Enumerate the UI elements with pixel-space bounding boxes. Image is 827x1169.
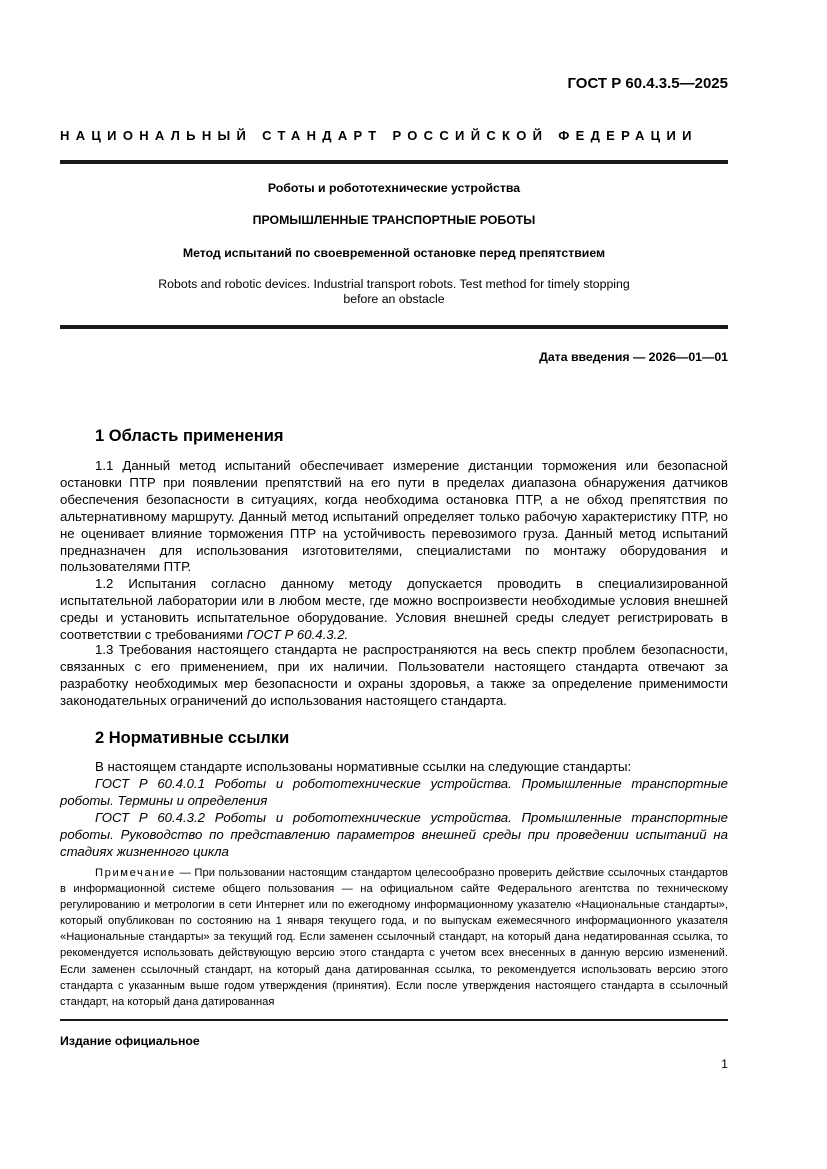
section-2-heading: 2 Нормативные ссылки bbox=[95, 729, 290, 747]
paragraph-1-3 bbox=[60, 642, 728, 710]
reference-1-text: ГОСТ Р 60.4.0.1 Роботы и робототехнические устройства. Промышленные транспортные роботы. Термины и определения bbox=[60, 776, 728, 808]
title-line-2: ПРОМЫШЛЕННЫЕ ТРАНСПОРТНЫЕ РОБОТЫ bbox=[252, 213, 536, 227]
english-title-line-1: Robots and robotic devices. Industrial transport robots. Test method for timely stopping bbox=[158, 277, 630, 291]
section-2-intro-text: В настоящем стандарте использованы нормативные ссылки на следующие стандарты: bbox=[95, 759, 632, 774]
national-standard-banner: НАЦИОНАЛЬНЫЙ СТАНДАРТ РОССИЙСКОЙ ФЕДЕРАЦИИ bbox=[60, 128, 698, 143]
paragraph-1-2-text: 1.2 Испытания согласно данному методу допускается проводить в специализированной испытательной лаборатории или в любом месте, где можно воспроизвести необходимые условия внешней среды и установить испытательное оборудование. Условия внешней среды следует регистрировать в соответствии с требованиями bbox=[60, 576, 728, 642]
title-divider bbox=[60, 325, 728, 329]
paragraph-1-1 bbox=[60, 458, 728, 576]
top-divider bbox=[60, 160, 728, 164]
paragraph-1-2 bbox=[60, 576, 728, 644]
english-title-line-2: before an obstacle bbox=[343, 292, 445, 306]
document-number: ГОСТ Р 60.4.3.5—2025 bbox=[567, 75, 728, 92]
note-paragraph bbox=[60, 865, 728, 1010]
footer-divider bbox=[60, 1019, 728, 1021]
introduction-date: Дата введения — 2026—01—01 bbox=[539, 350, 728, 364]
note-label: Примечание bbox=[95, 867, 176, 879]
title-line-3: Метод испытаний по своевременной остановке перед препятствием bbox=[182, 246, 606, 260]
official-edition-label: Издание официальное bbox=[60, 1034, 200, 1048]
reference-gost-60-4-3-2 bbox=[60, 810, 728, 861]
section-2-intro bbox=[60, 759, 728, 776]
reference-2-text: ГОСТ Р 60.4.3.2 Роботы и робототехнические устройства. Промышленные транспортные роботы. Руководство по представлению параметров внешней среды при проведении испытаний на стадиях жизненного цикла bbox=[60, 810, 728, 859]
paragraph-1-1-text: 1.1 Данный метод испытаний обеспечивает измерение дистанции торможения или безопасной остановки ПТР при появлении препятствий на его пути в пределах диапазона обнаружения датчиков обеспечения безопасности в ситуациях, когда необходима остановка ПТР, а не обход препятствия по альтернативному маршруту. Данный метод испытаний определяет только рабочую характеристику ПТР, но не оценивает влияние торможения ПТР на устойчивость перевозимого груза. Данный метод испытаний предназначен для использования изготовителями, специалистами по монтажу оборудования и пользователями ПТР. bbox=[60, 458, 728, 575]
section-1-heading: 1 Область применения bbox=[95, 427, 284, 445]
reference-gost-60-4-0-1 bbox=[60, 776, 728, 810]
paragraph-1-3-text: 1.3 Требования настоящего стандарта не распространяются на весь спектр проблем безопасности, связанных с его применением, при их наличии. Пользователи настоящего стандарта отвечают за разработку необходимых мер безопасности и охраны здоровья, а также за определение применимости законодательных ограничений до использования настоящего стандарта. bbox=[60, 642, 728, 708]
page-number: 1 bbox=[721, 1057, 728, 1071]
paragraph-1-2-reference: ГОСТ Р 60.4.3.2. bbox=[246, 626, 349, 642]
title-line-1: Роботы и робототехнические устройства bbox=[267, 181, 521, 195]
note-text: — При пользовании настоящим стандартом целесообразно проверить действие ссылочных стандартов в информационной системе общего пользования — на официальном сайте Федерального агентства по техническому регулированию и метрологии в сети Интернет или по ежегодному информационному указателю «Национальные стандарты», который опубликован по состоянию на 1 января текущего года, и по выпускам ежемесячного информационного указателя «Национальные стандарты» за текущий год. Если заменен ссылочный стандарт, на который дана недатированная ссылка, то рекомендуется использовать действующую версию этого стандарта с учетом всех внесенных в данную версию изменений. Если заменен ссылочный стандарт, на который дана датированная ссылка, то рекомендуется использовать версию этого стандарта с указанным выше годом утверждения (принятия). Если после утверждения настоящего стандарта в ссылочный стандарт, на который дана датированная bbox=[60, 867, 728, 1008]
